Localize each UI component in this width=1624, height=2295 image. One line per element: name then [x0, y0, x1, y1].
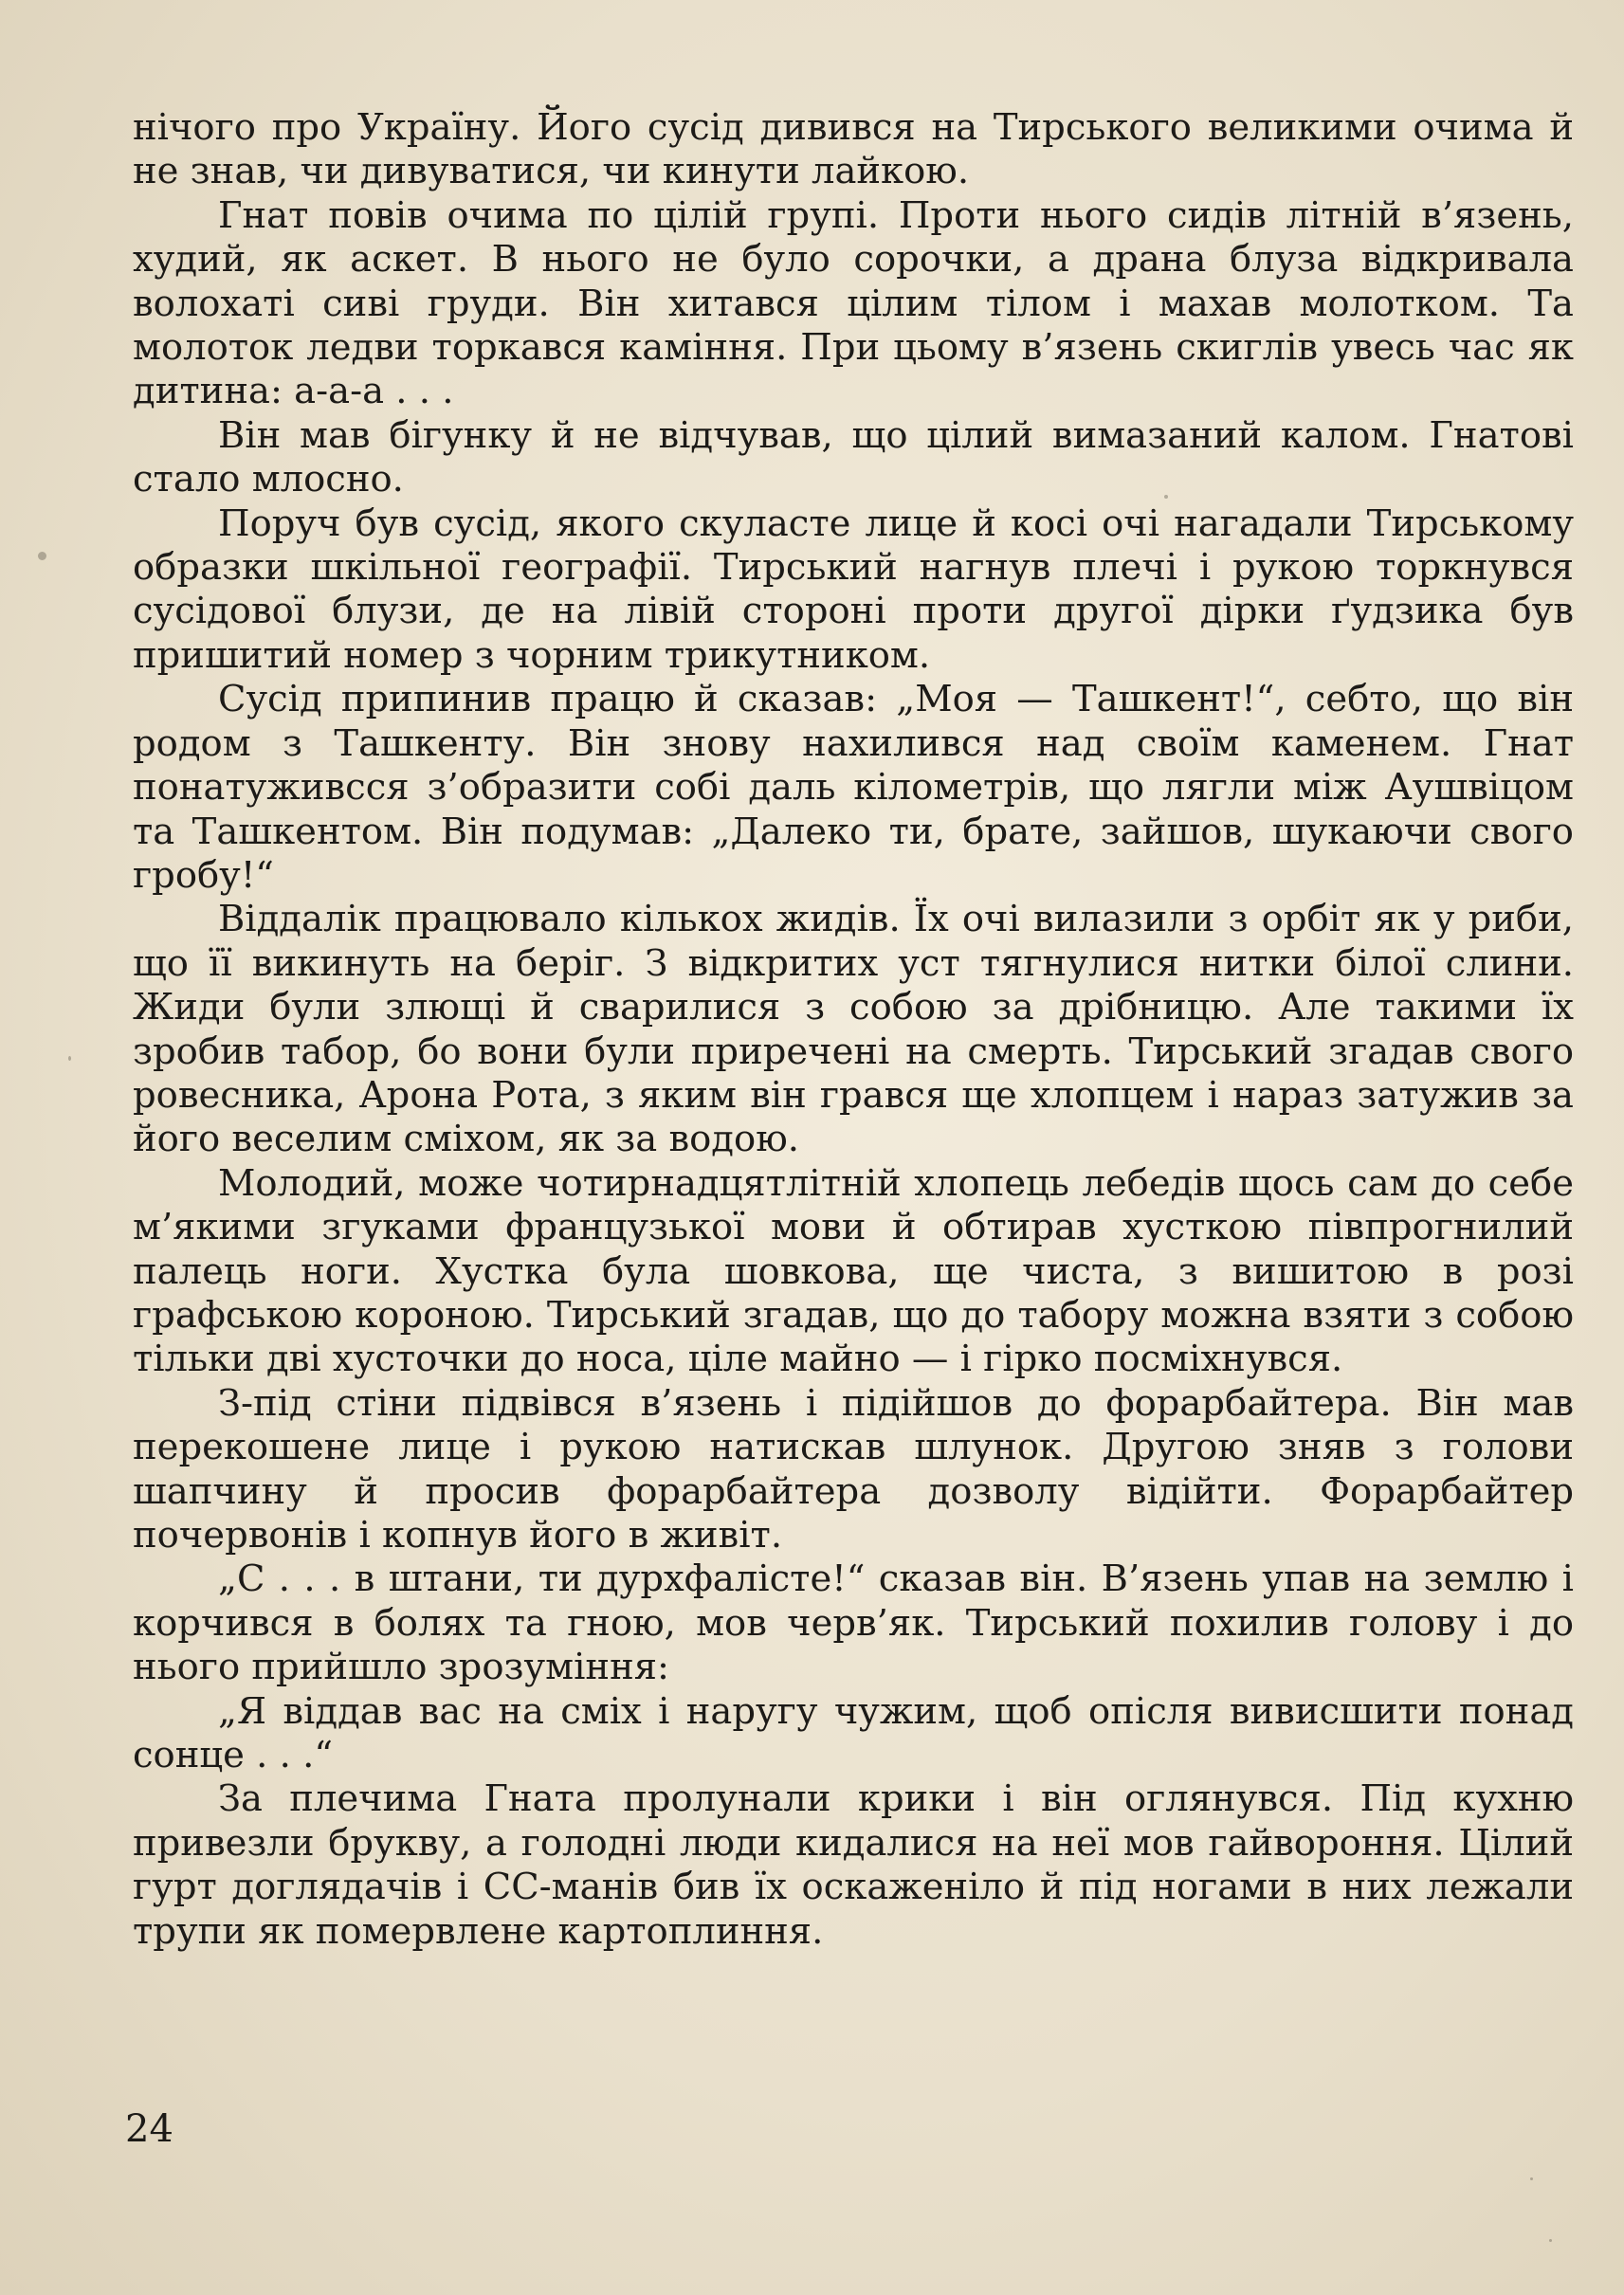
- paragraph-6: Віддалік працювало кількох жидів. Їх очі вилазили з орбіт як у риби, що її викинуть на беріг. З відкритих уст тягнулися нитки білої слини. Жиди були злющі й сварилися з собою за дрібницю. Але такими їх зробив табор, бо вони були приречені на смерть. Тирський згадав свого ровесника, Арона Рота, з яким він грався ще хлопцем і нараз затужив за його веселим сміхом, як за водою.: [133, 898, 1574, 1161]
- paragraph-5: Сусід припинив працю й сказав: „Моя — Ташкент!“, себто, що він родом з Ташкенту. Він знову нахилився над своїм каменем. Гнат понатуживсся з’образити собі даль кілометрів, що лягли між Аушвіцом та Ташкентом. Він подумав: „Далеко ти, брате, зайшов, шукаючи свого гробу!“: [133, 678, 1574, 897]
- paragraph-7: Молодий, може чотирнадцятлітній хлопець лебедів щось сам до себе м’якими згуками французької мови й обтирав хусткою півпрогнилий палець ноги. Хустка була шовкова, ще чиста, з вишитою в розі графською короною. Тирський згадав, що до табору можна взяти з собою тільки дві хусточки до носа, ціле майно — і гірко посміхнувся.: [133, 1161, 1574, 1381]
- paragraph-11: За плечима Гната пролунали крики і він оглянувся. Під кухню привезли брукву, а голодні люди кидалися на неї мов гайвороння. Цілий гурт доглядачів і СС-манів бив їх оскаженіло й під ногами в них лежали трупи як помервлене картоплиння.: [133, 1777, 1574, 1953]
- paragraph-8: З-під стіни підвівся в’язень і підійшов до форарбайтера. Він мав перекошене лице і рукою натискав шлунок. Другою зняв з голови шапчину й просив форарбайтера дозволу відійти. Форарбайтер почервонів і копнув його в живіт.: [133, 1381, 1574, 1557]
- page-number: 24: [125, 2107, 173, 2151]
- page-text: [133, 106, 1574, 1954]
- print-speck: [1549, 2239, 1552, 2242]
- print-speck: [68, 1056, 71, 1061]
- print-speck: [1164, 495, 1168, 499]
- paragraph-2: Гнат повів очима по цілій групі. Проти нього сидів літній в’язень, худий, як аскет. В нього не було сорочки, а драна блуза відкривала волохаті сиві груди. Він хитався цілим тілом і махав молотком. Та молоток ледви торкався каміння. При цьому в’язень скиглів увесь час як дитина: а-а-а . . .: [133, 193, 1574, 413]
- paragraph-4: Поруч був сусід, якого скуласте лице й косі очі нагадали Тирському образки шкільної географії. Тирський нагнув плечі і рукою торкнувся сусідової блузи, де на лівій стороні проти другої дірки ґудзика був пришитий номер з чорним трикутником.: [133, 501, 1574, 677]
- print-speck: [38, 552, 46, 560]
- paragraph-10: „Я віддав вас на сміх і наругу чужим, щоб опісля вивисшити понад сонце . . .“: [133, 1689, 1574, 1777]
- paragraph-9: „С . . . в штани, ти дурхфалісте!“ сказав він. В’язень упав на землю і корчився в болях та гною, мов черв’як. Тирський похилив голову і до нього прийшло зрозуміння:: [133, 1557, 1574, 1689]
- paragraph-3: Він мав бігунку й не відчував, що цілий вимазаний калом. Гнатові стало млосно.: [133, 413, 1574, 501]
- paragraph-1: нічого про Україну. Його сусід дивився на Тирського великими очима й не знав, чи дивуватися, чи кинути лайкою.: [133, 106, 1574, 193]
- print-speck: [1530, 2177, 1533, 2180]
